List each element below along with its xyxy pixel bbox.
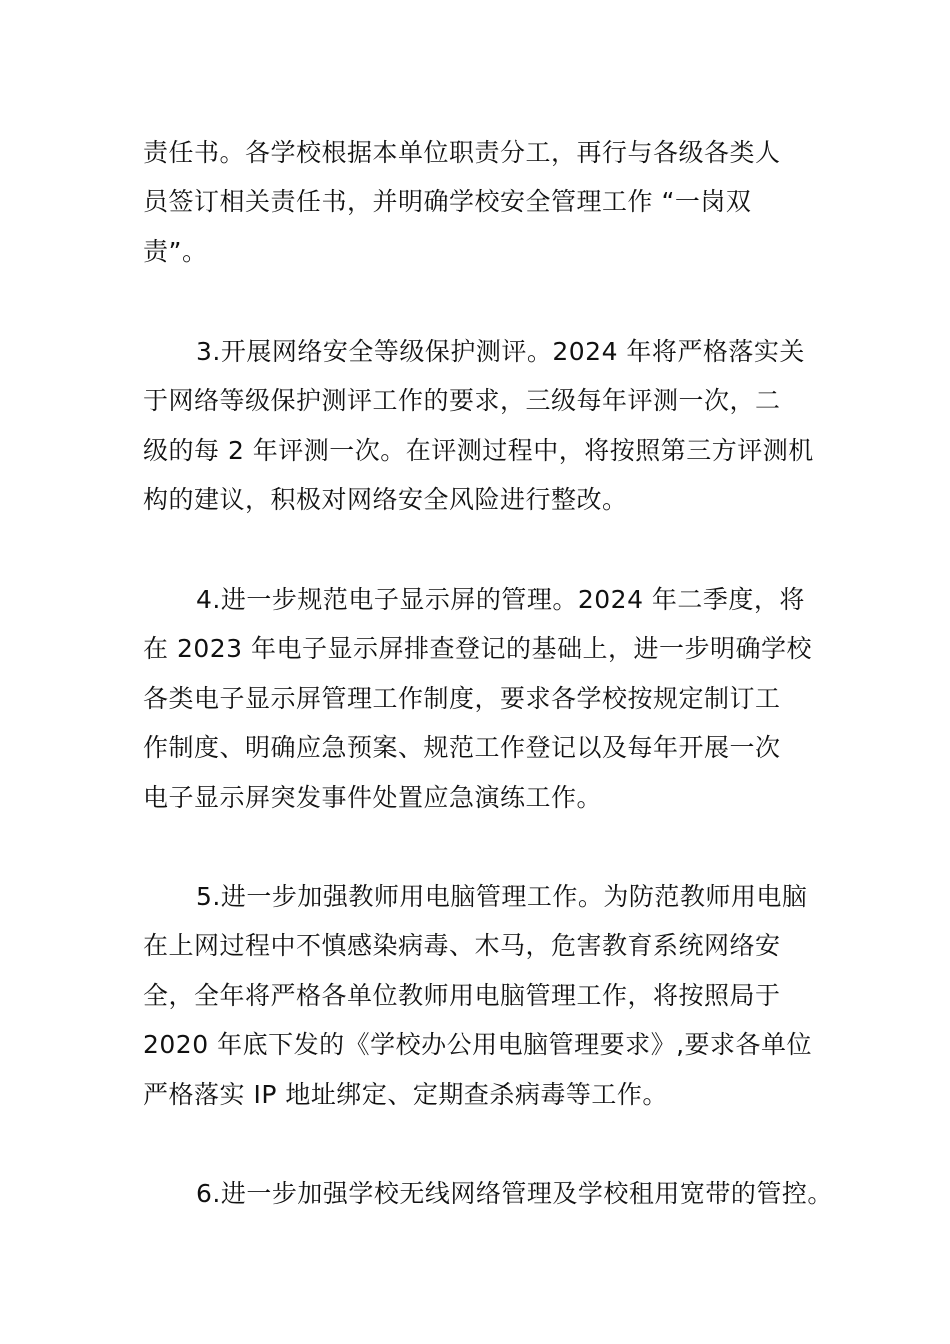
text-line: 4.进一步规范电子显示屏的管理。2024 年二季度，将 (196, 585, 805, 614)
text-line: 2020 年底下发的《学校办公用电脑管理要求》,要求各单位 (143, 1030, 813, 1059)
text-line: 员签订相关责任书，并明确学校安全管理工作 “一岗双 (143, 187, 752, 216)
text-line: 6.进一步加强学校无线网络管理及学校租用宽带的管控。 (196, 1179, 833, 1208)
text-line: 于网络等级保护测评工作的要求，三级每年评测一次，二 (143, 386, 781, 415)
text-line: 电子显示屏突发事件处置应急演练工作。 (143, 783, 603, 812)
text-line: 在上网过程中不慎感染病毒、木马，危害教育系统网络安 (143, 931, 781, 960)
text-line: 3.开展网络安全等级保护测评。2024 年将严格落实关 (196, 337, 805, 366)
text-line: 严格落实 IP 地址绑定、定期查杀病毒等工作。 (143, 1080, 668, 1109)
text-line: 级的每 2 年评测一次。在评测过程中，将按照第三方评测机 (143, 436, 814, 465)
text-line: 构的建议，积极对网络安全风险进行整改。 (143, 485, 628, 514)
text-line: 在 2023 年电子显示屏排查登记的基础上，进一步明确学校 (143, 634, 813, 663)
text-line: 作制度、明确应急预案、规范工作登记以及每年开展一次 (143, 733, 781, 762)
text-line: 全，全年将严格各单位教师用电脑管理工作，将按照局于 (143, 981, 781, 1010)
text-line: 责任书。各学校根据本单位职责分工，再行与各级各类人 (143, 138, 781, 167)
text-line: 各类电子显示屏管理工作制度，要求各学校按规定制订工 (143, 684, 781, 713)
text-line: 责”。 (143, 237, 208, 266)
text-line: 5.进一步加强教师用电脑管理工作。为防范教师用电脑 (196, 882, 808, 911)
